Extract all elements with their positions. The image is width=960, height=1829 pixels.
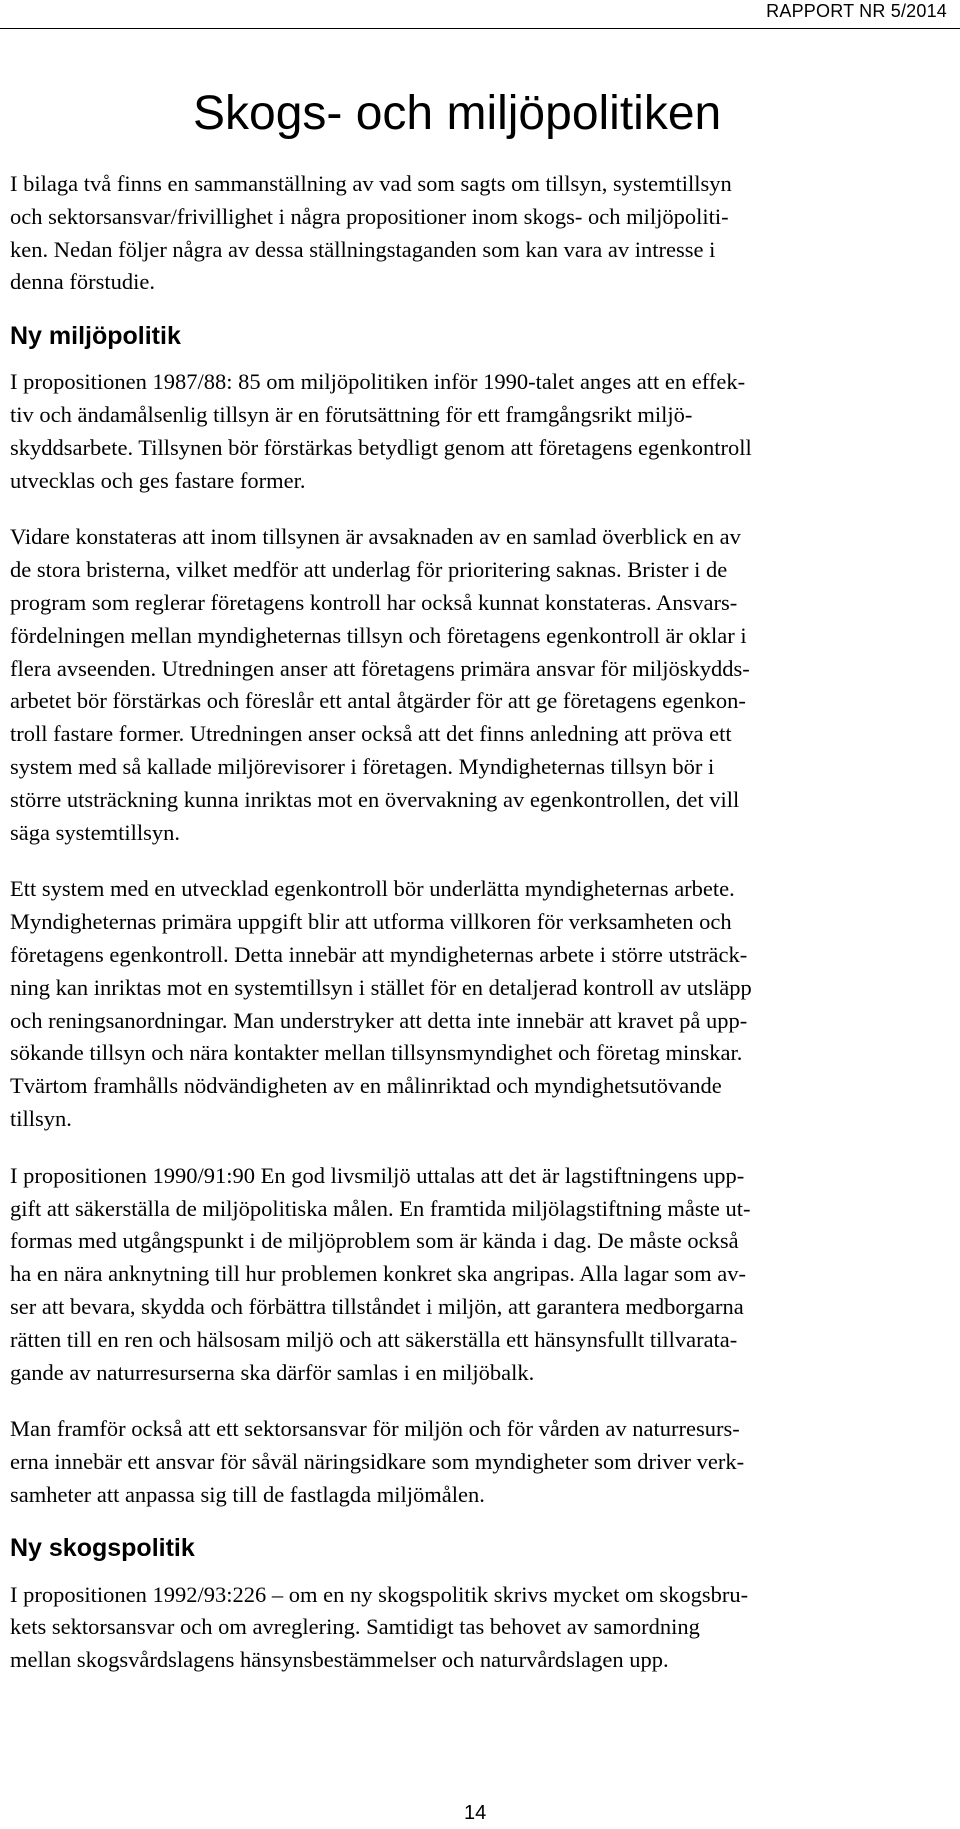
text-line: troll fastare former. Utredningen anser också att det finns anledning att pröva ett [10, 721, 732, 747]
text-line: Man framför också att ett sektorsansvar för miljön och för vården av naturresurs- [10, 1416, 740, 1442]
text-line: arbetet bör förstärkas och föreslår ett antal åtgärder för att ge företagens egenkon- [10, 688, 746, 714]
text-line: I propositionen 1987/88: 85 om miljöpolitiken inför 1990-talet anges att en effek- [10, 369, 746, 395]
section-heading-ny-skogspolitik: Ny skogspolitik [10, 1533, 195, 1562]
text-line: mellan skogsvårdslagens hänsynsbestämmelser och naturvårdslagen upp. [10, 1647, 669, 1673]
text-line: rätten till en ren och hälsosam miljö och att säkerställa ett hänsynsfullt tillvarata- [10, 1326, 738, 1352]
section-heading-ny-miljopolitik: Ny miljöpolitik [10, 322, 181, 351]
body-paragraph [10, 873, 950, 1135]
text-line: Tvärtom framhålls nödvändigheten av en målinriktad och myndighetsutövande [10, 1073, 722, 1099]
body-paragraph [10, 366, 950, 497]
text-line: denna förstudie. [10, 269, 155, 295]
text-line: ser att bevara, skydda och förbättra tillståndet i miljön, att garantera medborgarna [10, 1293, 744, 1319]
text-line: ning kan inriktas mot en systemtillsyn i stället för en detaljerad kontroll av utsläpp [10, 974, 752, 1000]
text-line: flera avseenden. Utredningen anser att företagens primära ansvar för miljöskydds- [10, 655, 750, 681]
text-line: större utsträckning kunna inriktas mot en övervakning av egenkontrollen, det vill [10, 786, 740, 812]
header-divider [0, 28, 960, 29]
body-paragraph [10, 521, 950, 849]
text-line: samheter att anpassa sig till de fastlagda miljömålen. [10, 1481, 485, 1507]
body-paragraph [10, 1160, 950, 1390]
text-line: och reningsanordningar. Man understryker att detta inte innebär att kravet på upp- [10, 1007, 748, 1033]
text-line: skyddsarbete. Tillsynen bör förstärkas betydligt genom att företagens egenkontroll [10, 434, 752, 460]
text-line: ken. Nedan följer några av dessa ställningstaganden som kan vara av intresse i [10, 236, 716, 262]
text-line: säga systemtillsyn. [10, 819, 180, 845]
body-paragraph [10, 1579, 950, 1677]
page-number: 14 [464, 1802, 487, 1824]
text-line: tiv och ändamålsenlig tillsyn är en förutsättning för ett framgångsrikt miljö- [10, 401, 693, 427]
text-line: I propositionen 1992/93:226 – om en ny skogspolitik skrivs mycket om skogsbru- [10, 1581, 749, 1607]
text-line: företagens egenkontroll. Detta innebär att myndigheternas arbete i större utsträck- [10, 941, 748, 967]
text-line: system med så kallade miljörevisorer i företagen. Myndigheternas tillsyn bör i [10, 753, 715, 779]
text-line: kets sektorsansvar och om avreglering. Samtidigt tas behovet av samordning [10, 1614, 700, 1640]
text-line: program som reglerar företagens kontroll har också kunnat konstateras. Ansvars- [10, 589, 738, 615]
text-line: gande av naturresurserna ska därför samlas i en miljöbalk. [10, 1359, 535, 1385]
text-line: gift att säkerställa de miljöpolitiska målen. En framtida miljölagstiftning måste ut- [10, 1195, 751, 1221]
text-line: erna innebär ett ansvar för såväl näringsidkare som myndigheter som driver verk- [10, 1449, 745, 1475]
text-line: I propositionen 1990/91:90 En god livsmiljö uttalas att det är lagstiftningens upp- [10, 1162, 745, 1188]
text-line: ha en nära anknytning till hur problemen konkret ska angripas. Alla lagar som av- [10, 1261, 747, 1287]
intro-paragraph [10, 168, 950, 299]
report-header: RAPPORT NR 5/2014 [766, 1, 947, 21]
page-title: Skogs- och miljöpolitiken [193, 87, 722, 140]
text-line: utvecklas och ges fastare former. [10, 467, 306, 493]
body-paragraph [10, 1413, 950, 1511]
text-line: formas med utgångspunkt i de miljöproblem som är kända i dag. De måste också [10, 1228, 739, 1254]
text-line: och sektorsansvar/frivillighet i några propositioner inom skogs- och miljöpoliti- [10, 203, 729, 229]
text-line: fördelningen mellan myndigheternas tillsyn och företagens egenkontroll är oklar i [10, 622, 747, 648]
text-line: tillsyn. [10, 1105, 72, 1131]
text-line: de stora bristerna, vilket medför att underlag för prioritering saknas. Brister i de [10, 557, 728, 583]
text-line: Ett system med en utvecklad egenkontroll bör underlätta myndigheternas arbete. [10, 876, 735, 902]
document-body [10, 168, 950, 1677]
text-line: Vidare konstateras att inom tillsynen är avsaknaden av en samlad överblick en av [10, 524, 741, 550]
text-line: I bilaga två finns en sammanställning av vad som sagts om tillsyn, systemtillsyn [10, 171, 732, 196]
text-line: sökande tillsyn och nära kontakter mellan tillsynsmyndighet och företag minskar. [10, 1040, 743, 1066]
text-line: Myndigheternas primära uppgift blir att utforma villkoren för verksamheten och [10, 909, 732, 935]
